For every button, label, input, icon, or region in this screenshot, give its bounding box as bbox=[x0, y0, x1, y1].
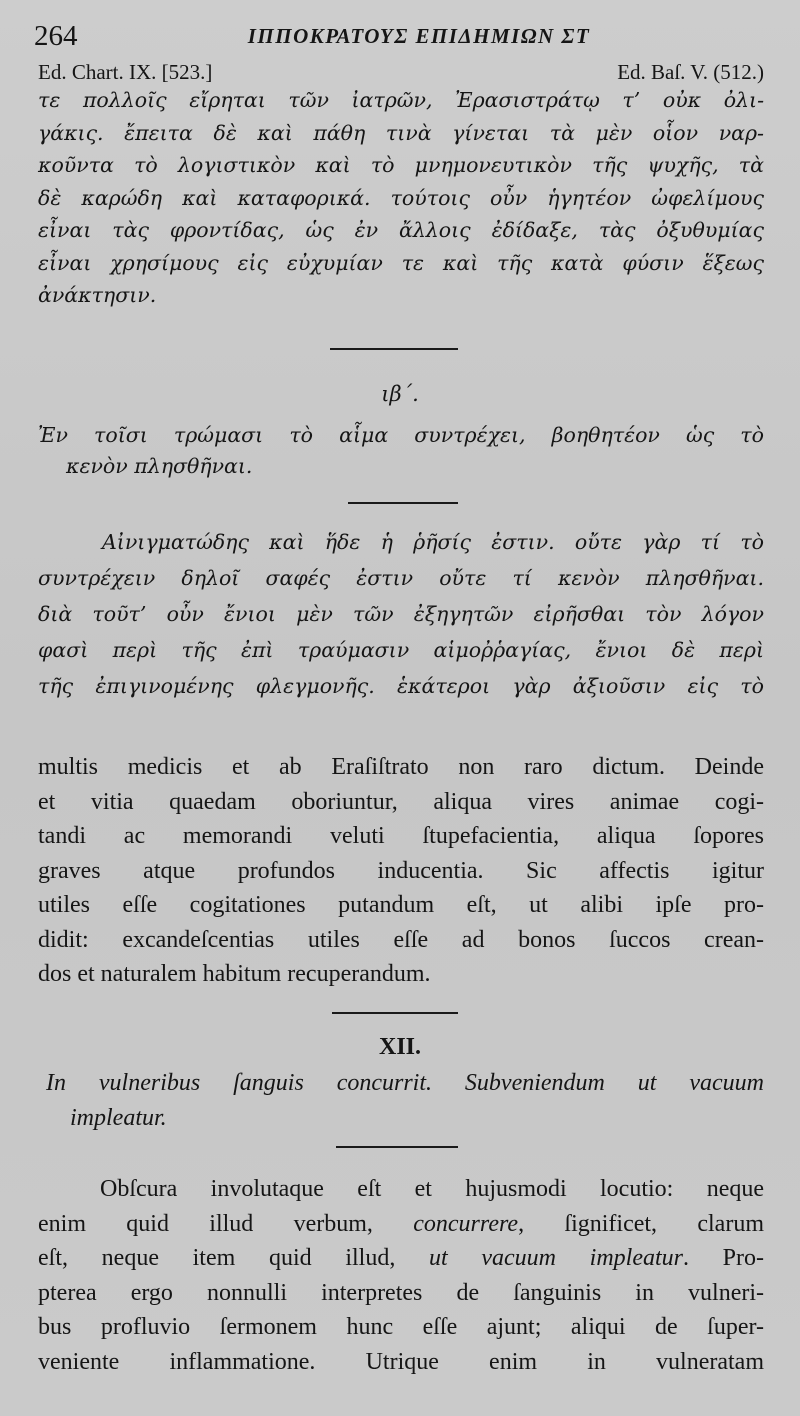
edition-left: Ed. Chart. IX. [523.] bbox=[38, 60, 213, 84]
text-line: κενὸν πλησθῆναι. bbox=[66, 454, 253, 478]
text-span: eſt, neque item quid illud, bbox=[38, 1245, 429, 1271]
greek-lemma bbox=[38, 420, 764, 482]
text-line: et vitia quaedam oboriuntur, aliqua vires animae cogi- bbox=[38, 788, 764, 815]
text-line: graves atque profundos inducentia. Sic affectis igitur bbox=[38, 857, 764, 884]
text-line: didit: excandeſcentias utiles eſſe ad bonos ſuccos crean- bbox=[38, 926, 764, 953]
text-line bbox=[38, 1241, 764, 1276]
text-span: . Pro- bbox=[682, 1245, 764, 1271]
text-line: In vulneribus ſanguis concurrit. Subveniendum ut vacuum bbox=[46, 1070, 764, 1096]
greek-commentary bbox=[38, 84, 764, 312]
text-line: τῆς ἐπιγινομένης φλεγμονῆς. ἑκάτεροι γὰρ ἀξιοῦσιν εἰς τὸ bbox=[38, 674, 764, 698]
text-line: Ἐν τοῖσι τρώμασι τὸ αἷμα συντρέχει, βοηθητέον ὡς τὸ bbox=[38, 423, 764, 447]
text-line: tandi ac memorandi veluti ſtupefacientia, aliqua ſopores bbox=[38, 823, 764, 849]
edition-right: Ed. Baſ. V. (512.) bbox=[617, 60, 764, 84]
section-rule bbox=[330, 348, 458, 350]
page-header bbox=[34, 18, 774, 50]
text-line: δὲ καρώδη καὶ καταφορικά. τούτοις οὖν ἡγητέον ὠφελίμους bbox=[38, 185, 764, 210]
greek-section-number: ιβ΄. bbox=[381, 382, 419, 406]
text-line: ἀνάκτησιν. bbox=[38, 283, 157, 307]
text-line: multis medicis et ab Eraſiſtrato non raro dictum. Deinde bbox=[38, 754, 764, 780]
text-line: συντρέχειν δηλοῖ σαφές ἐστιν οὔτε τί κενὸν πλησθῆναι. bbox=[38, 566, 764, 590]
text-line: εἶναι χρησίμους εἰς εὐχυμίαν τε καὶ τῆς κατὰ φύσιν ἕξεως bbox=[38, 250, 764, 275]
text-line: veniente inflammatione. Utrique enim in vulneratam bbox=[38, 1348, 764, 1375]
text-line: bus profluvio ſermonem hunc eſſe ajunt; aliqui de ſuper- bbox=[38, 1314, 764, 1340]
section-rule bbox=[336, 1146, 458, 1148]
text-line: impleatur. bbox=[70, 1104, 167, 1131]
text-line: διὰ τοῦτ’ οὖν ἔνιοι μὲν τῶν ἐξηγητῶν εἰρῆσθαι τὸν λόγον bbox=[38, 602, 764, 626]
latin-lemma bbox=[38, 1066, 764, 1135]
text-line: Obſcura involutaque eſt et hujusmodi locutio: neque bbox=[100, 1176, 764, 1202]
section-rule bbox=[348, 502, 458, 504]
running-title: ΙΠΠΟΚΡΑΤΟΥΣ ΕΠΙΔΗΜΙΩΝ ΣΤ bbox=[247, 24, 591, 48]
text-line: κοῦντα τὸ λογιστικὸν καὶ τὸ μνημονευτικὸν τῆς ψυχῆς, τὰ bbox=[38, 153, 764, 177]
text-line: γάκις. ἔπειτα δὲ καὶ πάθη τινὰ γίνεται τὰ μὲν οἷον ναρ- bbox=[38, 120, 764, 145]
latin-commentary-2 bbox=[38, 1172, 764, 1379]
section-rule bbox=[332, 1012, 458, 1014]
latin-section-number: XII. bbox=[378, 1034, 421, 1060]
text-line: φασὶ περὶ τῆς ἐπὶ τραύμασιν αἱμοῤῥαγίας, ἔνιοι δὲ περὶ bbox=[38, 638, 764, 662]
text-line: pterea ergo nonnulli interpretes de ſanguinis in vulneri- bbox=[38, 1279, 764, 1306]
latin-commentary bbox=[38, 750, 764, 992]
text-line: Αἰνιγματώδης καὶ ἥδε ἡ ῥῆσίς ἐστιν. οὔτε γὰρ τί τὸ bbox=[102, 530, 764, 554]
greek-commentary-2 bbox=[38, 524, 764, 704]
text-line: utiles eſſe cogitationes putandum eſt, ut alibi ipſe pro- bbox=[38, 892, 764, 918]
text-span: , ſignificet, clarum bbox=[518, 1210, 764, 1237]
text-line: τε πολλοῖς εἴρηται τῶν ἰατρῶν, Ἐρασιστράτῳ τ’ οὐκ ὀλι- bbox=[38, 88, 764, 112]
italic-term: ut vacuum impleatur bbox=[429, 1245, 683, 1271]
italic-term: concurrere bbox=[413, 1210, 519, 1237]
text-line bbox=[38, 1207, 764, 1242]
page-number: 264 bbox=[34, 20, 78, 52]
text-span: enim quid illud verbum, bbox=[38, 1210, 414, 1237]
text-line: εἶναι τὰς φροντίδας, ὡς ἐν ἄλλοις ἐδίδαξε, τὰς ὀξυθυμίας bbox=[38, 218, 764, 242]
text-line: dos et naturalem habitum recuperandum. bbox=[38, 961, 431, 987]
